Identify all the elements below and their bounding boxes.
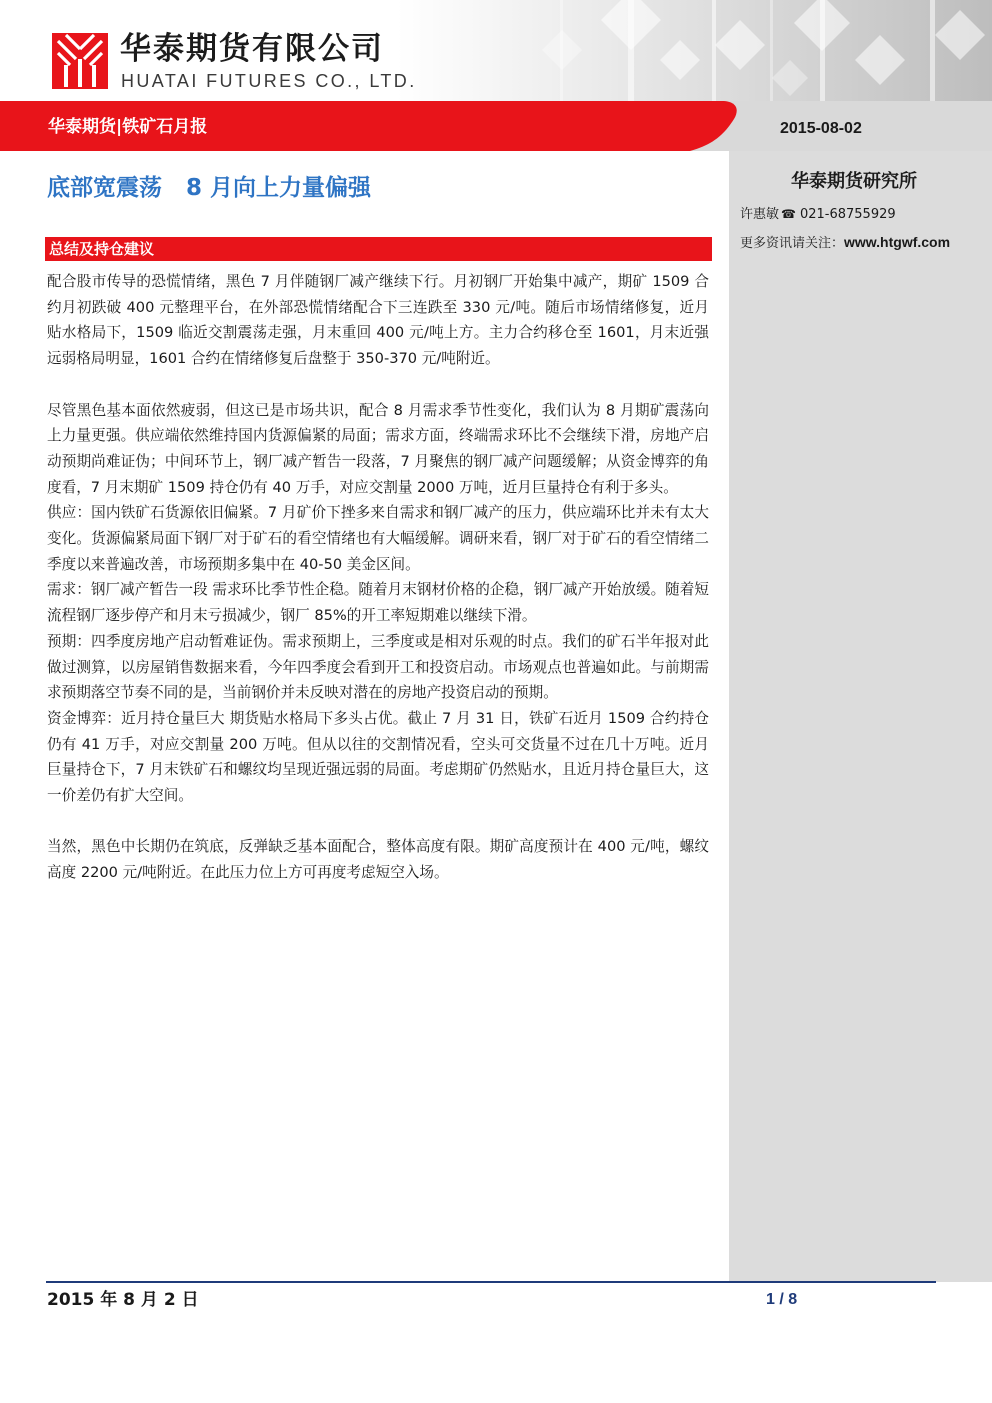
section-header <box>45 237 712 261</box>
paragraph-expectation: 预期：四季度房地产启动暂难证伪。需求预期上，三季度或是相对乐观的时点。我们的矿石半年报对此做过测算，以房屋销售数据来看，今年四季度会看到开工和投资启动。市场观点也普遍如此。与前期需求预期落空节奏不同的是，当前钢价并未反映对潜在的房地产投资启动的预期。 <box>47 632 709 702</box>
section-title: 总结及持仓建议 <box>49 240 155 258</box>
phone-icon: ☎ <box>781 207 796 221</box>
paragraph-conclusion: 当然，黑色中长期仍在筑底，反弹缺乏基本面配合，整体高度有限。期矿高度预计在 400 元/吨，螺纹高度 2200 元/吨附近。在此压力位上方可再度考虑短空入场。 <box>47 838 709 882</box>
sidebar <box>729 151 992 1282</box>
report-title: 底部宽震荡 8 月向上力量偏强 <box>47 175 372 201</box>
paragraph-outlook: 尽管黑色基本面依然疲弱，但这已是市场共识，配合 8 月需求季节性变化，我们认为 8 月期矿震荡向上力量更强。供应端依然维持国内货源偏紧的局面；需求方面，终端需求环比不会继续下滑，房地产启动预期尚难证伪；中间环节上，钢厂减产暂告一段落，7 月聚焦的钢厂减产问题缓解；从资金博弈的角度看，7 月末期矿 1509 持仓仍有 40 万手，对应交割量 2000 万吨，近月巨量持仓有利于多头。 <box>47 401 709 496</box>
report-date: 2015-08-02 <box>780 120 862 137</box>
analyst-name: 许惠敏 <box>740 207 780 222</box>
paragraph-supply: 供应：国内铁矿石货源依旧偏紧。7 月矿价下挫多来自需求和钢厂减产的压力，供应端环比并未有太大变化。货源偏紧局面下钢厂对于矿石的看空情绪也有大幅缓解。调研来看，钢厂对于矿石的看空情绪二季度以来普遍改善，市场预期多集中在 40-50 美金区间。 <box>47 504 709 573</box>
header-band <box>0 0 992 101</box>
more-info-label: 更多资讯请关注： <box>740 236 845 251</box>
report-series-label: 华泰期货|铁矿石月报 <box>48 117 208 137</box>
analyst-contact <box>740 205 896 224</box>
paragraph-demand: 需求：钢厂减产暂告一段 需求环比季节性企稳。随着月末钢材价格的企稳，钢厂减产开始放缓。随着短流程钢厂逐步停产和月末亏损减少，钢厂 85%的开工率短期难以继续下滑。 <box>47 581 709 625</box>
website-link[interactable]: www.htgwf.com <box>844 234 951 250</box>
phone-number: 021-68755929 <box>799 207 896 222</box>
footer-divider <box>46 1281 936 1283</box>
paragraph-capital: 资金博弈：近月持仓量巨大 期货贴水格局下多头占优。截止 7 月 31 日，铁矿石近月 1509 合约持仓仍有 41 万手，对应交割量 200 万吨。但从以往的交割情况看，空头可交货量不过在几十万吨。近月巨量持仓下，7 月末铁矿石和螺纹均呈现近强远弱的局面。考虑期矿仍然贴水，且近月持仓量巨大，这一价差仍有扩大空间。 <box>47 709 709 805</box>
company-name-en: HUATAI FUTURES CO., LTD. <box>121 71 417 91</box>
institute-name: 华泰期货研究所 <box>791 171 917 192</box>
page-number: 1 / 8 <box>766 1291 798 1308</box>
company-name-cn: 华泰期货有限公司 <box>120 31 384 67</box>
more-info <box>740 233 950 253</box>
paragraph-summary: 配合股市传导的恐慌情绪，黑色 7 月伴随钢厂减产继续下行。月初钢厂开始集中减产，期矿 1509 合约月初跌破 400 元整理平台，在外部恐慌情绪配合下三连跌至 330 元/吨。随后市场情绪修复，近月贴水格局下，1509 临近交割震荡走强，月末重回 400 元/吨上方。主力合约移仓至 1601，月末近强远弱格局明显，1601 合约在情绪修复后盘整于 350-370 元/吨附近。 <box>47 273 709 368</box>
huatai-logo-icon <box>52 33 108 89</box>
report-body <box>47 269 709 886</box>
footer-date: 2015 年 8 月 2 日 <box>47 1290 199 1310</box>
